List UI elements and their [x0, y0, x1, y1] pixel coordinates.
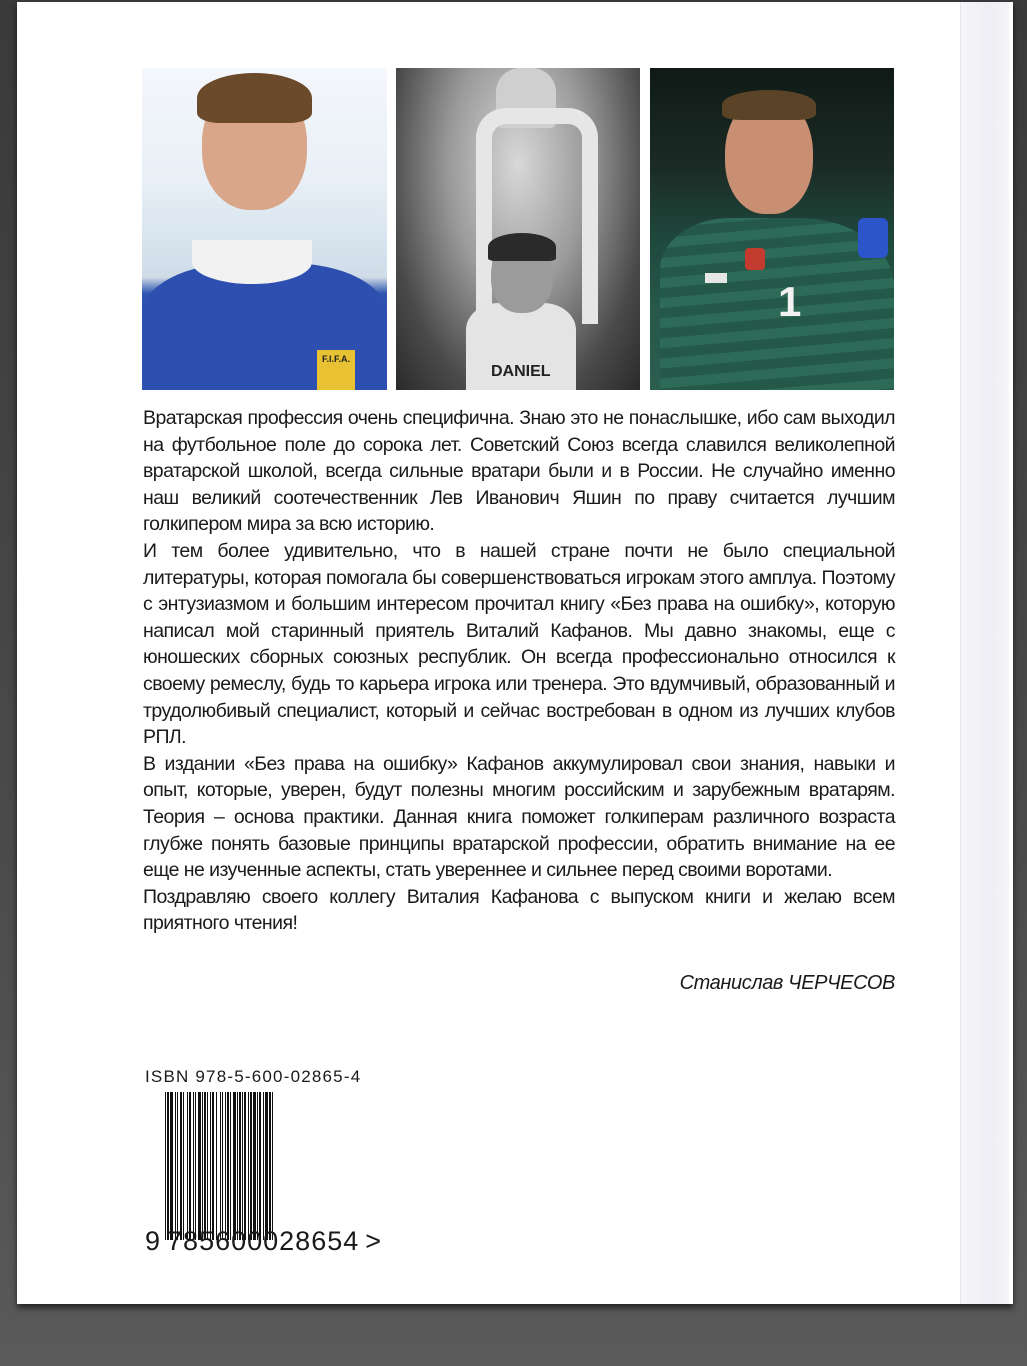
captain-armband — [858, 218, 888, 258]
foreword-text — [143, 405, 895, 937]
photo-strip — [142, 68, 894, 390]
photo-goalkeeper-green-jersey — [650, 68, 894, 390]
photo-goalkeeper-blue-jersey — [142, 68, 387, 390]
collar-shape — [192, 240, 312, 284]
paragraph-4: Поздравляю своего коллегу Виталия Кафанова с выпуском книги и желаю всем приятного чтения! — [143, 885, 895, 935]
barcode-first-digit: 9 — [145, 1226, 162, 1256]
hair-shape — [197, 73, 312, 123]
barcode-right-group: 028654 — [263, 1226, 360, 1256]
hair-shape — [488, 233, 556, 261]
hair-shape — [722, 90, 816, 120]
photo-goalkeeper-trophy — [396, 68, 640, 390]
isbn-label: ISBN 978-5-600-02865-4 — [145, 1067, 362, 1086]
jersey-number: 1 — [778, 278, 802, 325]
shirt-text: DANIEL — [491, 363, 551, 380]
barcode-end-mark: > — [365, 1226, 383, 1256]
paragraph-3: В издании «Без права на ошибку» Кафанов аккумулировал свои знания, навыки и опыт, которые, уверен, будут полезны многим российским и зарубежным вратарям. Теория – основа практики. Данная книга поможет голкиперам различного возраста глубже понять базовые принципы вратарской профессии, обратить внимание на ее еще не изученные аспекты, стать увереннее и сильнее перед своими воротами. — [143, 752, 895, 882]
cover-spine-edge — [960, 2, 1009, 1304]
fifa-badge: F.I.F.A. — [317, 350, 355, 390]
barcode-left-group: 785600 — [167, 1226, 264, 1256]
paragraph-1: Вратарская профессия очень специфична. Знаю это не понаслышке, ибо сам выходил на футбольное поле до сорока лет. Советский Союз всегда славился великолепной вратарской школой, всегда сильные вратари были и в России. Не случайно именно наш великий соотечественник Лев Иванович Яшин по праву считается лучшим голкипером мира за всю историю. — [143, 407, 895, 536]
paragraph-2: И тем более удивительно, что в нашей стране почти не было специальной литературы, которая помогала бы совершенствоваться игрокам этого амплуа. Поэтому с энтузиазмом и большим интересом прочитал книгу «Без права на ошибку», которую написал мой старинный приятель Виталий Кафанов. Мы давно знакомы, еще с юношеских сборных союзных республик. Он всегда профессионально относился к своему ремеслу, будь то карьера игрока или тренера. Это вдумчивый, образованный и трудолюбивый специалист, который и сейчас востребован в одном из лучших клубов РПЛ. — [143, 539, 895, 749]
author-signature: Станислав ЧЕРЧЕСОВ — [679, 972, 895, 994]
crest-icon — [745, 248, 765, 270]
isbn-barcode — [165, 1092, 355, 1240]
brand-logo-icon — [705, 273, 727, 283]
barcode-digits — [145, 1226, 382, 1257]
